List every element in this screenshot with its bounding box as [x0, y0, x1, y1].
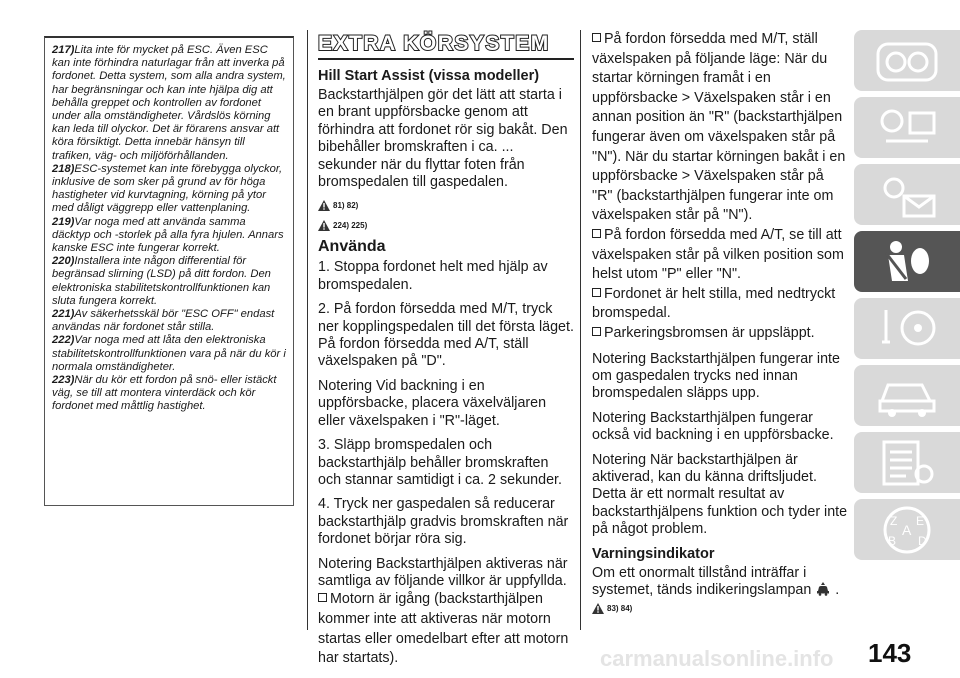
svg-text:E: E: [916, 514, 925, 528]
note-noise: Notering När backstarthjälpen är aktiverad, kan du känna driftsljudet. Detta är ett normalt resultat av backstarthjälpens funktion och tyder inte på något problem.: [592, 451, 848, 538]
reference-224-225: 224) 225): [318, 218, 574, 232]
tab-info-messages[interactable]: [854, 164, 960, 225]
chapter-tabs: [854, 30, 960, 566]
bullet-engine-running: Motorn är igång (backstarthjälpen kommer inte att aktiveras när motorn startas eller omedelbart efter att motorn har startats).: [318, 591, 569, 667]
checkbox-bullet-icon: [318, 593, 327, 602]
dashboard-gauge-icon: [872, 36, 942, 86]
reference-81-82: 81) 82): [318, 198, 574, 212]
intro-paragraph: Backstarthjälpen gör det lätt att starta i en brant uppförsbacke genom att förhindra att fordonet rör sig bakåt. Den bibehåller bromskraften i ca. ... sekunder när du flyttar foten från bromspedalen till gaspedalen.: [318, 87, 568, 191]
middle-column: [318, 30, 574, 669]
lights-icon: [872, 103, 942, 153]
warning-223: 223)När du kör ett fordon på snö- eller istäckt väg, se till att montera vinterdäck och kör fordonet med måttlig hastighet.: [52, 374, 277, 413]
warning-220: 220)Installera inte någon differential för begränsad slirning (LSD) på ditt fordon. Den elektroniska stabilitetskontrollfunktionen kan sluta fungera korrekt.: [52, 255, 271, 307]
alphabet-index-icon: [872, 505, 942, 555]
checkbox-bullet-icon: [592, 327, 601, 336]
warning-triangle-icon: [592, 603, 604, 614]
svg-text:Z: Z: [890, 514, 898, 528]
subtitle: Hill Start Assist (vissa modeller): [318, 68, 540, 84]
svg-text:D: D: [918, 534, 927, 548]
warning-217: 217)Lita inte för mycket på ESC. Även ESC kan inte förhindra naturlagar från att inverka på fordonet. Detta system, som alla andra system, har begränsningar och kan inte hjälpa dig att behålla greppet och kontrollen av fordonet under alla omständigheter. Vårdslös körning kan leda till olyckor. Det är förarens ansvar att köra försiktigt. Detta innebär hänsyn till trafiken, väg- och miljöförhållanden.: [52, 44, 286, 162]
section-title: EXTRA KÖRSYSTEM: [318, 32, 574, 60]
hill-start-indicator-icon: [815, 582, 831, 596]
checklist-icon: [872, 438, 942, 488]
use-heading: Använda: [318, 238, 386, 256]
car-warning-icon: [872, 371, 942, 421]
page-number: 143: [868, 638, 912, 668]
warning-218: 218)ESC-systemet kan inte förebygga olyckor, inklusive de som sker på grund av för höga hastigheter vid kurvtagning, körning på ytor med dåligt väggrepp eller vattenplaning.: [52, 162, 283, 215]
right-column: [592, 30, 848, 621]
tab-starting-driving[interactable]: [854, 298, 960, 359]
bullet-manual-transmission: På fordon försedda med M/T, ställ växelspaken på följande läge: När du startar körningen framåt i en uppförsbacke > Växelspaken står i en annan position än "R" (backstarthjälpen fungerar även om växelspaken står på "N"). När du startar körningen bakåt i en uppförsbacke > Växelspaken står på "R" (backstarthjälpen fungerar inte om växelspaken står på "N").: [592, 31, 846, 224]
bullet-automatic-transmission: På fordon försedda med A/T, se till att växelspaken står på vilken position som helst utom "P" eller "N".: [592, 226, 844, 283]
warning-indicator-heading: Varningsindikator: [592, 545, 715, 562]
tab-emergency[interactable]: [854, 365, 960, 426]
warning-triangle-icon: [318, 220, 330, 231]
tab-maintenance[interactable]: [854, 432, 960, 493]
steering-wheel-key-icon: [872, 304, 942, 354]
warning-221: 221)Av säkerhetsskäl bör "ESC OFF" endast användas när fordonet står stilla.: [52, 308, 275, 334]
airbag-seatbelt-icon: [872, 237, 942, 287]
bullet-vehicle-still: Fordonet är helt stilla, med nedtryckt bromspedal.: [592, 285, 836, 322]
checkbox-bullet-icon: [592, 33, 601, 42]
column-divider-1: [307, 30, 308, 630]
tab-dashboard[interactable]: [854, 30, 960, 91]
tab-safety[interactable]: [854, 231, 960, 292]
checkbox-bullet-icon: [592, 288, 601, 297]
tab-lights-climate[interactable]: [854, 97, 960, 158]
warning-notes-box: [44, 36, 294, 506]
step-1: 1. Stoppa fordonet helt med hjälp av bromspedalen.: [318, 259, 548, 293]
column-divider-2: [580, 30, 581, 630]
step-4: 4. Tryck ner gaspedalen så reducerar backstarthjälp gradvis bromskraften när fordonet börjar röra sig.: [318, 496, 569, 548]
note-activation: Notering Backstarthjälpen aktiveras när samtliga av följande villkor är uppfyllda.: [318, 555, 568, 589]
note-reversing: Notering Backstarthjälpen fungerar också vid backning i en uppförsbacke.: [592, 409, 834, 444]
bullet-parking-brake: Parkeringsbromsen är uppsläppt.: [592, 324, 848, 344]
step-2: 2. På fordon försedda med M/T, tryck ner kopplingspedalen till det första läget. På fordon försedda med A/T, ställ växelspaken på "D".: [318, 301, 574, 370]
svg-text:A: A: [902, 522, 912, 538]
svg-text:B: B: [888, 534, 897, 548]
tab-index[interactable]: [854, 499, 960, 560]
checkbox-bullet-icon: [592, 229, 601, 238]
warning-indicator-text: Om ett onormalt tillstånd inträffar i systemet, tänds indikeringslampan .: [592, 564, 840, 598]
reference-83-84: 83) 84): [592, 601, 848, 615]
warning-triangle-icon: [318, 200, 330, 211]
note-accelerator: Notering Backstarthjälpen fungerar inte om gaspedalen trycks ned innan bromspedalen släpps upp.: [592, 350, 840, 402]
sun-envelope-icon: [872, 170, 942, 220]
warning-222: 222)Var noga med att låta den elektroniska stabilitetskontrollfunktionen vara på när du kör i normala omständigheter.: [52, 334, 286, 373]
step-3: 3. Släpp bromspedalen och backstarthjälp behåller bromskraften och stannar samtidigt i ca. 2 sekunder.: [318, 437, 562, 488]
watermark: carmanualsonline.info: [600, 646, 834, 671]
note-backing: Notering Vid backning i en uppförsbacke, placera växelväljaren eller växelspaken i "R"-läget.: [318, 377, 547, 429]
warning-219: 219)Var noga med att använda samma däcktyp och -storlek på alla fyra hjulen. Annars kanske ESC inte fungerar korrekt.: [52, 215, 284, 255]
